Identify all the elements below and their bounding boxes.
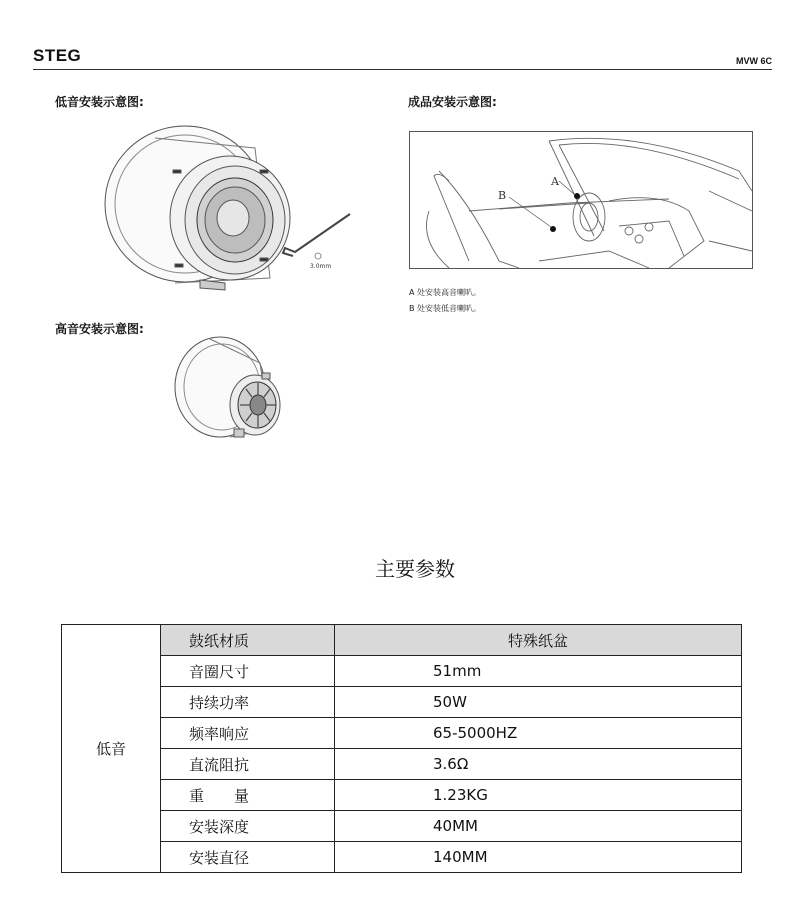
caption-a: A 处安装高音喇叭。 bbox=[409, 288, 482, 297]
wrench-size-label: 3.0mm bbox=[310, 263, 332, 270]
table-row bbox=[62, 842, 742, 873]
marker-a: A bbox=[551, 175, 559, 188]
brand-logo: STEG bbox=[33, 46, 82, 65]
tweeter-install-diagram bbox=[170, 333, 290, 445]
spec-label: 重 量 bbox=[161, 780, 335, 811]
table-row bbox=[62, 749, 742, 780]
spec-label: 安装直径 bbox=[161, 842, 335, 873]
spec-table bbox=[61, 624, 742, 873]
spec-label: 音圈尺寸 bbox=[161, 656, 335, 687]
table-row bbox=[62, 687, 742, 718]
params-title: 主要参数 bbox=[375, 557, 455, 581]
table-row bbox=[62, 718, 742, 749]
header-divider bbox=[33, 69, 772, 70]
spec-value: 40MM bbox=[335, 811, 742, 842]
group-label: 低音 bbox=[62, 625, 161, 873]
caption-b: B 处安装低音喇叭。 bbox=[409, 304, 482, 313]
car-install-title: 成品安装示意图: bbox=[408, 95, 497, 109]
spec-value: 50W bbox=[335, 687, 742, 718]
model-number: MVW 6C bbox=[736, 56, 772, 66]
table-row bbox=[62, 811, 742, 842]
spec-label: 安装深度 bbox=[161, 811, 335, 842]
woofer-install-title: 低音安装示意图: bbox=[55, 95, 144, 109]
spec-label: 频率响应 bbox=[161, 718, 335, 749]
spec-label: 直流阻抗 bbox=[161, 749, 335, 780]
spec-value: 51mm bbox=[335, 656, 742, 687]
spec-label: 持续功率 bbox=[161, 687, 335, 718]
table-row bbox=[62, 625, 742, 656]
spec-value: 140MM bbox=[335, 842, 742, 873]
spec-value: 65-5000HZ bbox=[335, 718, 742, 749]
car-interior-diagram bbox=[409, 131, 753, 269]
table-row bbox=[62, 780, 742, 811]
woofer-install-diagram bbox=[95, 118, 370, 298]
table-row bbox=[62, 656, 742, 687]
spec-label: 鼓纸材质 bbox=[161, 625, 335, 656]
spec-value: 1.23KG bbox=[335, 780, 742, 811]
spec-value: 特殊纸盆 bbox=[335, 625, 742, 656]
spec-value: 3.6Ω bbox=[335, 749, 742, 780]
marker-b: B bbox=[498, 189, 507, 202]
tweeter-install-title: 高音安装示意图: bbox=[55, 322, 144, 336]
